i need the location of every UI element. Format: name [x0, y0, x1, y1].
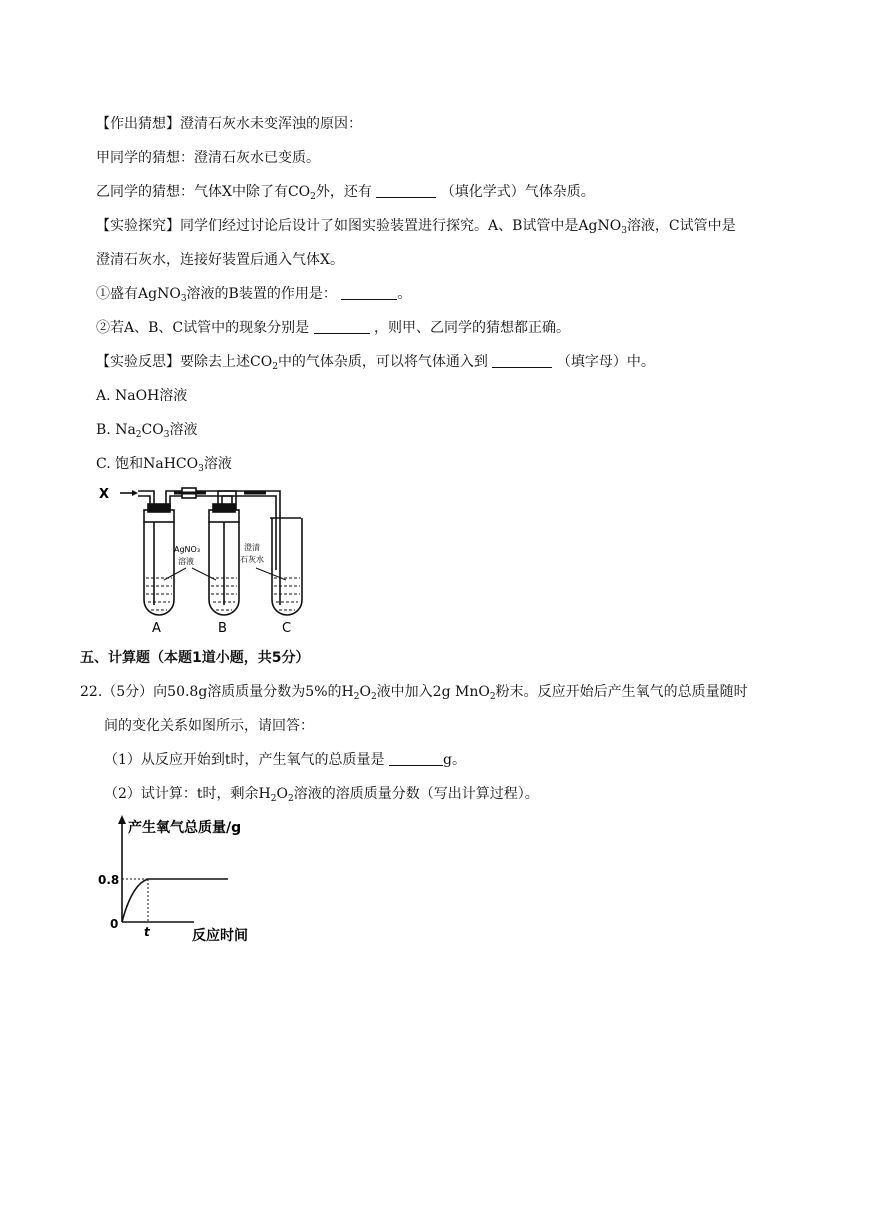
q22-text: O: [276, 786, 288, 802]
subscript: 2: [310, 192, 316, 202]
origin-label: 0: [110, 917, 119, 931]
option-b[interactable]: [96, 421, 197, 439]
y-tick-label: 0.8: [98, 873, 120, 887]
guess-jia: 甲同学的猜想：澄清石灰水已变质。: [96, 150, 320, 166]
guess-yi: [96, 183, 595, 201]
option-text: 溶液: [203, 456, 232, 472]
agno3-label: AgNO₃: [174, 545, 201, 554]
x-tick-label: t: [144, 925, 150, 939]
q22-sub1: [104, 751, 466, 769]
subscript: 3: [163, 430, 170, 440]
guess-heading: 【作出猜想】澄清石灰水未变浑浊的原因：: [96, 116, 362, 132]
subscript: 2: [353, 692, 360, 702]
answer-blank[interactable]: [376, 183, 436, 198]
option-text: CO: [141, 422, 164, 438]
guess-yi-text: 外，还有: [315, 184, 372, 200]
q22-text: 22.（5分）向50.8g溶质质量分数为5%的H: [80, 684, 354, 700]
explore-text: ①盛有AgNO: [96, 286, 181, 302]
q22-text: （2）试计算：t时，剩余H: [104, 786, 271, 802]
reflect-text: 【实验反思】要除去上述CO: [96, 354, 273, 370]
explore-line2: 澄清石灰水，连接好装置后通入气体X。: [96, 252, 344, 268]
oxygen-mass-graph: [96, 812, 266, 947]
q22-text: 液中加入2g MnO: [376, 684, 490, 700]
subscript: 3: [621, 226, 627, 236]
apparatus-figure: [94, 480, 324, 635]
subscript: 3: [198, 464, 204, 474]
subscript: 2: [287, 794, 294, 804]
answer-blank[interactable]: [341, 285, 397, 300]
explore-line1: [96, 217, 736, 235]
answer-blank[interactable]: [314, 319, 370, 334]
answer-blank[interactable]: [492, 353, 552, 368]
q22-text: 粉末。反应开始后产生氧气的总质量随时: [495, 684, 748, 700]
tube-label-b: B: [218, 621, 227, 635]
section-title: 五、计算题（本题1道小题，共5分）: [80, 650, 310, 666]
option-a[interactable]: [96, 387, 187, 405]
subscript: 2: [370, 692, 377, 702]
q22-text: O: [359, 684, 371, 700]
reflect-text: 中的气体杂质，可以将气体通入到: [277, 354, 488, 370]
q22-text: 溶液的溶质质量分数（写出计算过程）。: [293, 786, 539, 802]
option-text: A. NaOH溶液: [96, 388, 188, 404]
tube-label-c: C: [282, 621, 292, 635]
subscript: 2: [135, 430, 142, 440]
explore-text: ，则甲、乙同学的猜想都正确。: [374, 320, 571, 336]
gas-label: X: [99, 487, 110, 502]
answer-blank[interactable]: [389, 751, 443, 766]
guess-yi-text: （填化学式）气体杂质。: [440, 184, 595, 200]
option-c[interactable]: [96, 455, 232, 473]
guess-yi-text: 乙同学的猜想：气体X中除了有CO: [96, 184, 311, 200]
q22-text: g。: [443, 752, 466, 768]
explore-q1: [96, 285, 411, 303]
subscript: 2: [270, 794, 277, 804]
subscript: 3: [180, 294, 187, 304]
option-text: B. Na: [96, 422, 136, 438]
option-text: C. 饱和NaHCO: [96, 456, 199, 472]
lime-label: 澄清: [244, 543, 260, 552]
x-axis-label: 反应时间: [192, 928, 248, 944]
q22-line1: [80, 683, 748, 701]
q22-line2: 间的变化关系如图所示，请回答：: [104, 718, 314, 734]
subscript: 2: [272, 362, 278, 372]
y-axis-arrow: [118, 815, 126, 824]
explore-text: 溶液，C试管中是: [626, 218, 736, 234]
explore-q2: [96, 319, 570, 337]
q22-text: （1）从反应开始到t时，产生氧气的总质量是: [104, 752, 385, 768]
lime-label: 石灰水: [240, 555, 264, 564]
subscript: 2: [489, 692, 496, 702]
mass-curve: [122, 879, 228, 922]
agno3-label: 溶液: [178, 557, 194, 566]
option-text: 溶液: [169, 422, 198, 438]
explore-text: ②若A、B、C试管中的现象分别是: [96, 320, 310, 336]
q22-sub2: [104, 785, 539, 803]
explore-text: 【实验探究】同学们经过讨论后设计了如图实验装置进行探究。A、B试管中是AgNO: [96, 218, 622, 234]
reflect-line: [96, 353, 655, 371]
y-axis-label: 产生氧气总质量/g: [128, 820, 242, 836]
explore-text: 。: [397, 286, 412, 302]
reflect-text: （填字母）中。: [556, 354, 655, 370]
tube-label-a: A: [152, 621, 161, 635]
explore-text: 溶液的B装置的作用是：: [186, 286, 337, 302]
